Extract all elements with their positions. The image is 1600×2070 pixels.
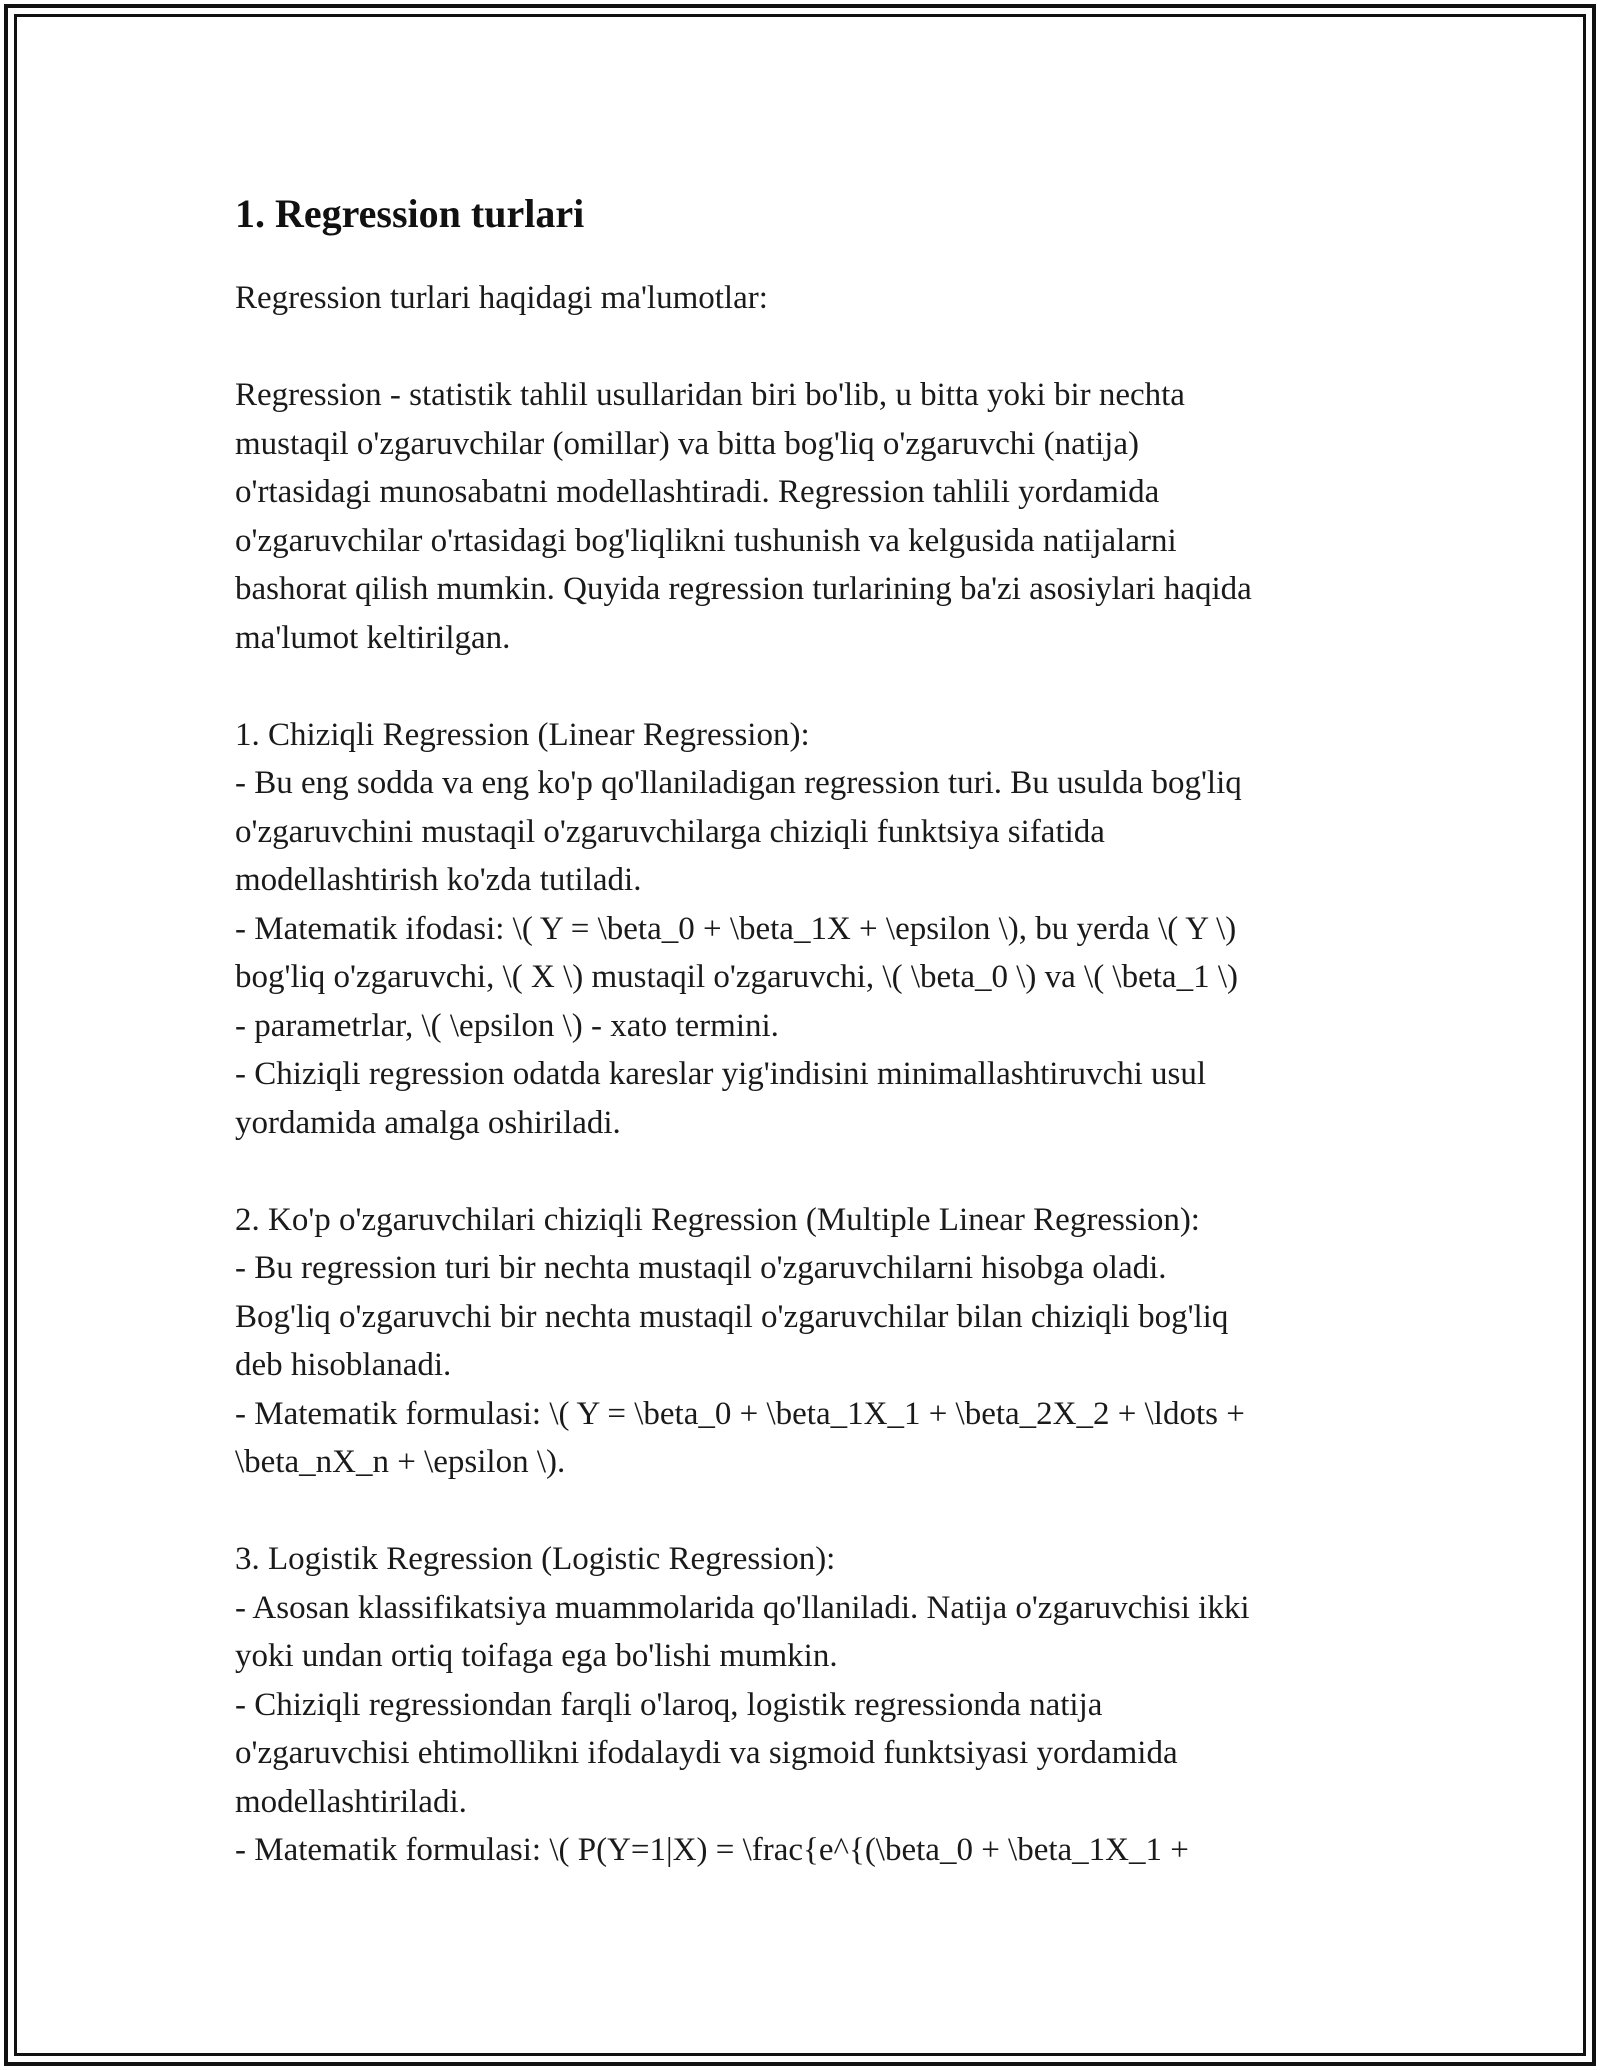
section-multiple-linear-regression: 2. Ko'p o'zgaruvchilari chiziqli Regression (Multiple Linear Regression): - Bu regression turi bir nechta mustaqil o'zgaruvchilarni hisobga oladi. Bog'liq o'zgaruvchi bir nechta mustaqil o'zgaruvchilar bilan chiziqli bog'liq deb hisoblanadi. - Matematik formulasi: \( Y = \beta_0 + \beta_1X_1 + \beta_2X_2 + \ldots + \beta_nX_n + \epsilon \). — [235, 1201, 1245, 1480]
paragraph-gap — [235, 662, 1385, 711]
paragraph-gap — [235, 1487, 1385, 1536]
section-logistic-regression: 3. Logistik Regression (Logistic Regression): - Asosan klassifikatsiya muammolarida qo'llaniladi. Natija o'zgaruvchisi ikki yoki undan ortiq toifaga ega bo'lishi mumkin. - Chiziqli regressiondan farqli o'laroq, logistik regressionda natija o'zgaruvchisi ehtimollikni ifodalaydi va sigmoid funktsiyasi yordamida modellashtiriladi. - Matematik formulasi: \( P(Y=1|X) = \frac{e^{(\beta_0 + \beta_1X_1 + — [235, 1541, 1250, 1868]
section-linear-regression: 1. Chiziqli Regression (Linear Regression): - Bu eng sodda va eng ko'p qo'llaniladigan regression turi. Bu usulda bog'liq o'zgaruvchini mustaqil o'zgaruvchilarga chiziqli funktsiya sifatida modellashtirish ko'zda tutiladi. - Matematik ifodasi: \( Y = \beta_0 + \beta_1X + \epsilon \), bu yerda \( Y \) bog'liq o'zgaruvchi, \( X \) mustaqil o'zgaruvchi, \( \beta_0 \) va \( \beta_1 \) - parametrlar, \( \epsilon \) - xato termini. - Chiziqli regression odatda kareslar yig'indisini minimallashtiruvchi usul yordamida amalga oshiriladi. — [235, 716, 1242, 1141]
overview-paragraph: Regression - statistik tahlil usullaridan biri bo'lib, u bitta yoki bir nechta mustaqil o'zgaruvchilar (omillar) va bitta bog'liq o'zgaruvchi (natija) o'rtasidagi munosabatni modellashtiradi. Regression tahlili yordamida o'zgaruvchilar o'rtasidagi bog'liqlikni tushunish va kelgusida natijalarni bashorat qilish mumkin. Quyida regression turlarining ba'zi asosiylari haqida ma'lumot keltirilgan. — [235, 377, 1252, 656]
intro-paragraph: Regression turlari haqidagi ma'lumotlar: — [235, 280, 768, 316]
paragraph-gap — [235, 323, 1385, 372]
paragraph-gap — [235, 1147, 1385, 1196]
page-title: 1. Regression turlari — [235, 191, 585, 236]
document-body — [235, 186, 1385, 1875]
